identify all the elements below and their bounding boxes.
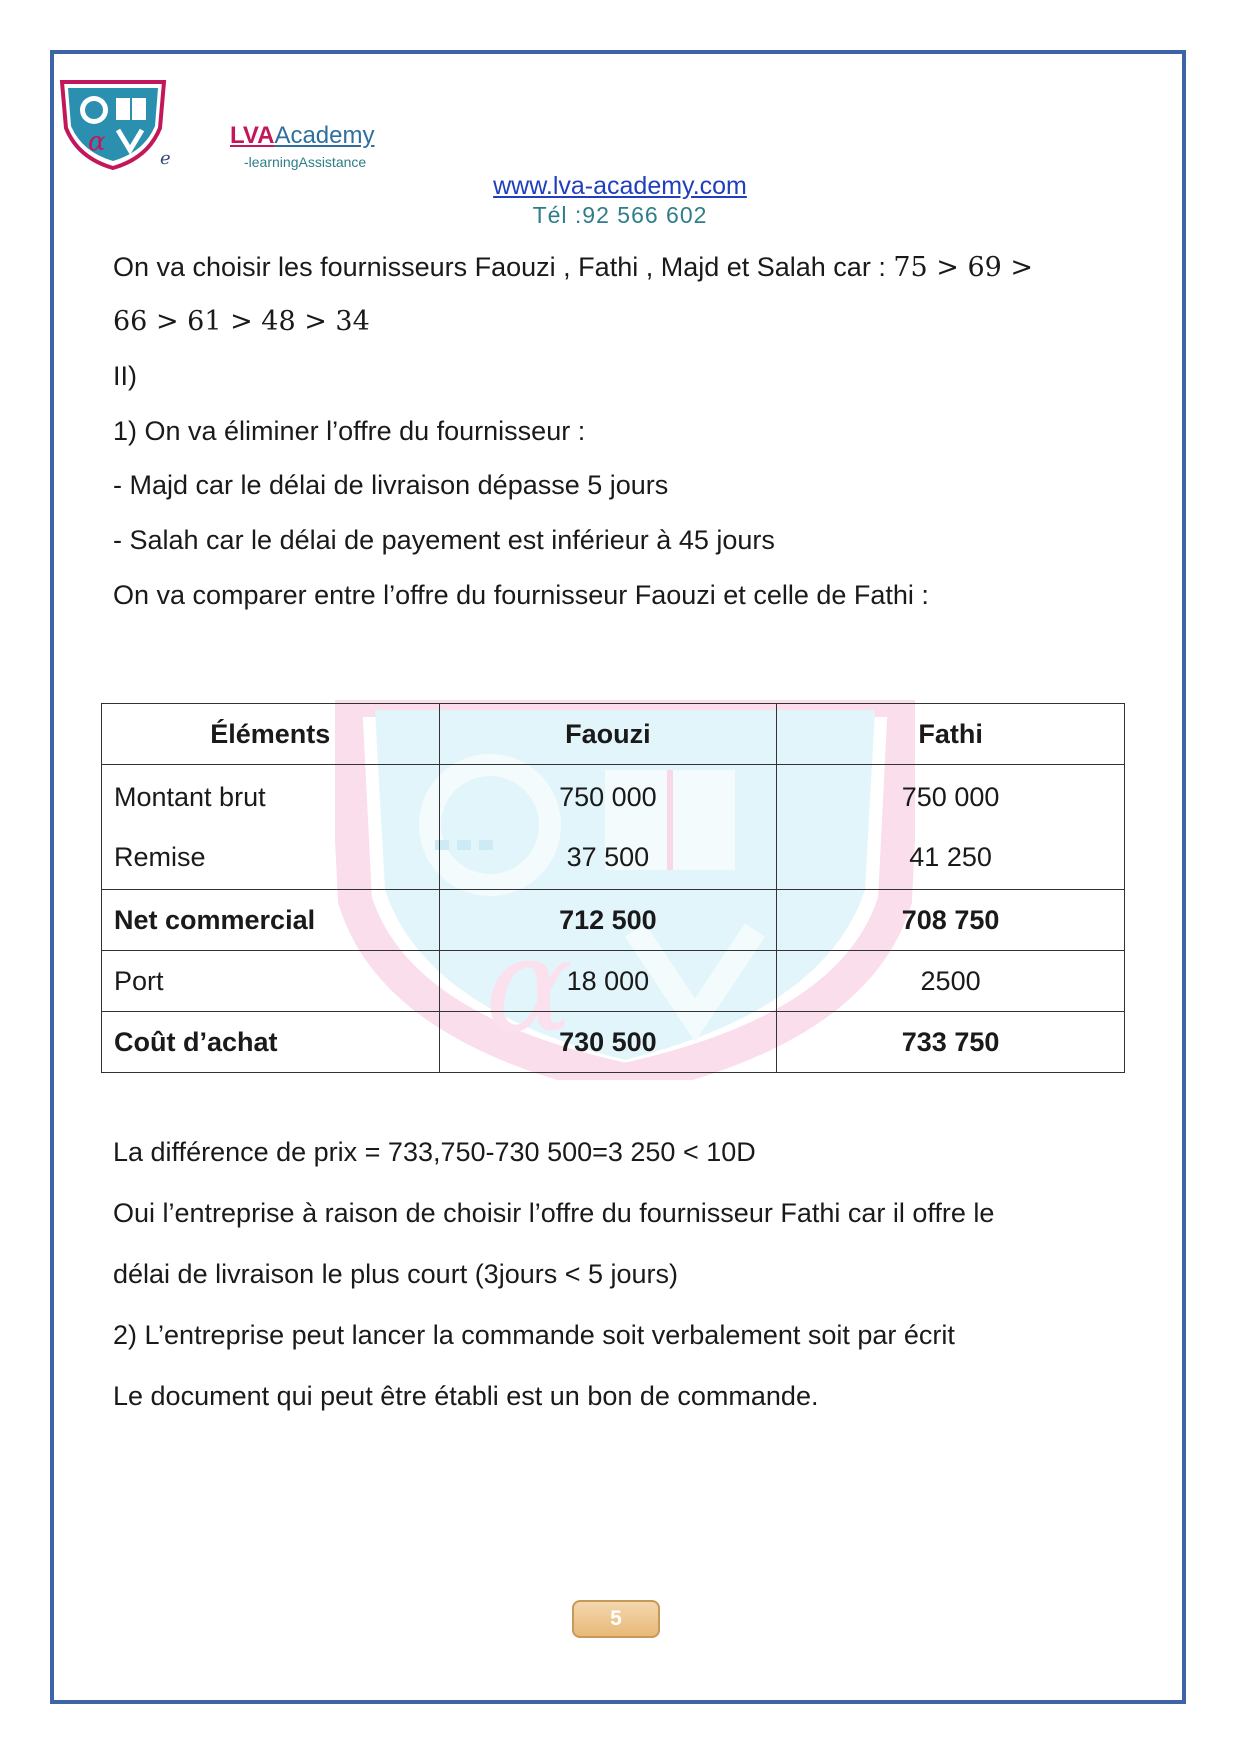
lva-logo (58, 78, 168, 170)
brand-tagline: -learningAssistance (244, 154, 367, 170)
fathi-cout-achat: 733 750 (777, 1012, 1125, 1073)
table-row (102, 1012, 1125, 1073)
svg-text:α: α (485, 909, 573, 1061)
question-2: 2) L’entreprise peut lancer la commande soit verbalement soit par écrit (113, 1320, 955, 1350)
label-net-commercial: Net commercial (102, 890, 440, 951)
table-row (102, 890, 1125, 951)
intro-math-1: 75 > 69 > (893, 252, 1034, 283)
intro-line-1 (113, 252, 1033, 283)
website-link[interactable]: www.lva-academy.com (493, 172, 747, 200)
label-port: Port (102, 951, 440, 1012)
label-remise: Remise (114, 842, 206, 872)
bullet-salah: - Salah car le délai de payement est inférieur à 45 jours (113, 525, 775, 555)
brand-name (230, 122, 374, 150)
faouzi-montant-brut: 750 000 (559, 782, 657, 812)
fathi-net-commercial: 708 750 (777, 890, 1125, 951)
header-fathi: Fathi (777, 704, 1125, 765)
header-elements: Éléments (102, 704, 440, 765)
brand-lva: LVA (230, 122, 275, 149)
table-row (102, 765, 1125, 890)
conclusion-line-2: délai de livraison le plus court (3jours < 5 jours) (113, 1259, 679, 1289)
intro-line-2: 66 > 61 > 48 > 34 (113, 306, 370, 337)
label-cout-achat: Coût d’achat (102, 1012, 440, 1073)
faouzi-cout-achat: 730 500 (439, 1012, 777, 1073)
faouzi-remise: 37 500 (566, 842, 650, 872)
faouzi-port: 18 000 (439, 951, 777, 1012)
intro-text: On va choisir les fournisseurs Faouzi , Fathi , Majd et Salah car : (113, 252, 894, 282)
fathi-remise: 41 250 (909, 842, 992, 872)
conclusion-line-1: Oui l’entreprise à raison de choisir l’offre du fournisseur Fathi car il offre le (113, 1198, 995, 1228)
svg-text:α: α (88, 127, 106, 157)
phone-number: Tél :92 566 602 (532, 202, 708, 228)
fathi-montant-brut: 750 000 (901, 782, 1000, 812)
page-number: 5 (572, 1600, 660, 1638)
header-faouzi: Faouzi (439, 704, 777, 765)
compare-line: On va comparer entre l’offre du fournisseur Faouzi et celle de Fathi : (113, 580, 929, 610)
table-row (102, 951, 1125, 1012)
faouzi-net-commercial: 712 500 (439, 890, 777, 951)
fathi-port: 2500 (777, 951, 1125, 1012)
bullet-majd: - Majd car le délai de livraison dépasse 5 jours (113, 470, 669, 500)
logo-letter: e (160, 148, 171, 169)
difference-line: La différence de prix = 733,750-730 500=3 250 < 10D (113, 1137, 756, 1167)
brand-academy: Academy (274, 122, 375, 149)
table-header-row (102, 704, 1125, 765)
comparison-table (101, 703, 1125, 1073)
document-line: Le document qui peut être établi est un bon de commande. (113, 1381, 819, 1411)
question-1: 1) On va éliminer l’offre du fournisseur : (113, 416, 586, 446)
section-heading: II) (113, 361, 137, 391)
label-montant-brut: Montant brut (114, 782, 266, 812)
